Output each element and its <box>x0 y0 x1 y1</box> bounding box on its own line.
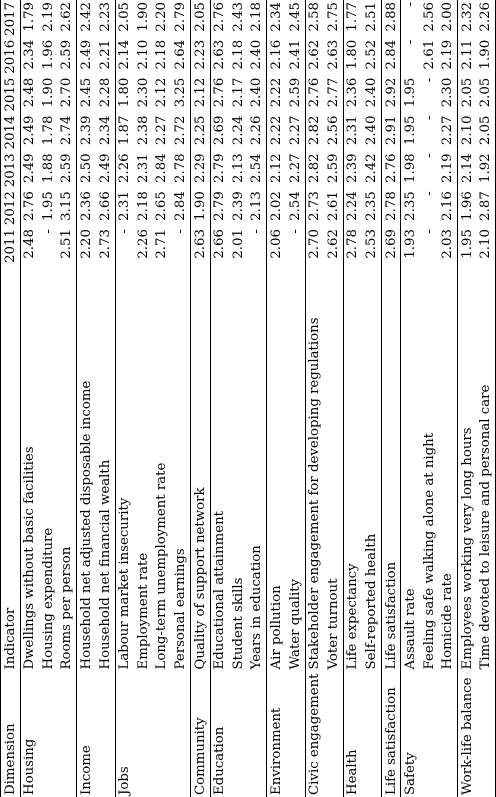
value-cell: 2.19 <box>440 153 456 183</box>
value-cell: 2.16 <box>267 38 286 76</box>
value-cell: 1.88 <box>40 153 56 183</box>
table-row <box>96 0 115 797</box>
value-cell: 1.87 <box>115 114 134 152</box>
header-year: 2014 <box>1 114 21 152</box>
value-cell: 2.39 <box>343 151 362 189</box>
table-row <box>362 0 381 797</box>
table-row <box>286 0 305 797</box>
value-cell: 2.26 <box>135 229 151 259</box>
value-cell: 2.40 <box>249 39 265 70</box>
value-cell: 2.64 <box>172 39 188 70</box>
value-cell: 3.25 <box>172 77 188 108</box>
value-cell: 2.78 <box>172 153 188 183</box>
value-cell: 2.11 <box>458 38 477 76</box>
dimension-cell <box>286 671 305 797</box>
value-cell: 2.18 <box>230 39 246 70</box>
dimension-cell: Life satisfaction <box>381 671 401 797</box>
indicator-cell: Stakeholder engagement for developing regulations <box>305 265 324 672</box>
value-cell: 2.72 <box>172 115 188 146</box>
dimension-cell: Civic engagement <box>305 671 324 797</box>
value-cell: 2.49 <box>77 38 96 76</box>
value-cell: 2.91 <box>381 114 401 152</box>
header-year: 2017 <box>1 0 21 38</box>
value-cell: 2.05 <box>458 76 477 114</box>
value-cell: 2.22 <box>267 114 286 152</box>
table-row <box>343 0 362 797</box>
value-cell: 1.95 <box>401 76 420 114</box>
dimension-cell <box>324 671 343 797</box>
value-cell: 2.56 <box>325 115 341 146</box>
value-cell: 2.36 <box>77 189 96 227</box>
dimension-cell: Safety <box>401 671 420 797</box>
value-cell: 2.10 <box>458 114 477 152</box>
value-cell: 2.01 <box>230 229 246 259</box>
value-cell: 2.26 <box>249 115 265 146</box>
table-row <box>267 0 286 797</box>
table-row <box>20 0 39 797</box>
value-cell: 2.88 <box>381 0 401 38</box>
table-row <box>171 0 190 797</box>
value-cell: 2.13 <box>230 153 246 183</box>
value-cell: 2.54 <box>249 153 265 183</box>
value-cell: 1.79 <box>20 0 39 38</box>
table-row <box>305 0 324 797</box>
dimension-cell: Income <box>77 671 96 797</box>
header-year: 2016 <box>1 38 21 76</box>
value-cell: 2.05 <box>190 0 210 38</box>
dimension-cell <box>58 671 77 797</box>
value-cell: 2.51 <box>59 229 75 259</box>
value-cell: 2.21 <box>97 39 113 70</box>
value-cell: 2.82 <box>305 151 324 189</box>
header-year: 2013 <box>1 151 21 189</box>
value-cell: 2.75 <box>325 2 341 32</box>
value-cell: - <box>115 227 134 265</box>
indicator-cell: Household net adjusted disposable income <box>77 265 96 672</box>
table-row <box>210 0 229 797</box>
indicator-cell: Water quality <box>287 578 303 670</box>
value-cell: - <box>421 77 437 83</box>
value-cell: 2.00 <box>440 2 456 32</box>
value-cell: 2.18 <box>249 2 265 32</box>
value-cell: 1.95 <box>458 227 477 265</box>
table-row <box>77 0 96 797</box>
indicator-cell: Life satisfaction <box>381 265 401 672</box>
value-cell: 2.05 <box>477 114 496 152</box>
dimension-cell <box>439 671 458 797</box>
value-cell: 1.95 <box>401 114 420 152</box>
value-cell: 2.06 <box>267 227 286 265</box>
value-cell: 2.76 <box>381 151 401 189</box>
value-cell: 2.49 <box>20 114 39 152</box>
value-cell: 2.50 <box>77 151 96 189</box>
table-row <box>324 0 343 797</box>
value-cell: 2.62 <box>305 38 324 76</box>
value-cell: 2.45 <box>77 76 96 114</box>
value-cell: 2.41 <box>287 39 303 70</box>
table-row <box>401 0 420 797</box>
value-cell: 2.31 <box>343 114 362 152</box>
value-cell: 2.29 <box>190 151 210 189</box>
value-cell: 2.34 <box>97 115 113 146</box>
indicator-cell: Air pollution <box>267 265 286 672</box>
value-cell: 2.63 <box>210 38 229 76</box>
dimension-cell: Housing <box>20 671 39 797</box>
value-cell: - <box>401 38 420 76</box>
value-cell: 1.96 <box>40 39 56 70</box>
value-cell: 2.14 <box>115 38 134 76</box>
indicator-cell: Feeling safe walking alone at night <box>421 432 437 670</box>
value-cell: 2.18 <box>135 191 151 221</box>
value-cell: 2.12 <box>154 77 170 108</box>
dimension-cell: Health <box>343 671 362 797</box>
indicator-cell: Household net financial wealth <box>97 459 113 670</box>
value-cell: 2.48 <box>20 76 39 114</box>
indicator-cell: Homicide rate <box>440 573 456 670</box>
value-cell: 2.62 <box>59 2 75 32</box>
indicator-cell: Employees working very long hours <box>458 265 477 672</box>
value-cell: 2.24 <box>230 115 246 146</box>
value-cell: 1.90 <box>40 77 56 108</box>
indicator-cell: Dwellings without basic facilities <box>20 265 39 672</box>
value-cell: 2.76 <box>305 76 324 114</box>
header-year: 2015 <box>1 76 21 114</box>
value-cell: 2.87 <box>477 189 496 227</box>
dimension-cell <box>171 671 190 797</box>
value-cell: 2.39 <box>230 191 246 221</box>
value-cell: 2.23 <box>190 38 210 76</box>
value-cell: 2.76 <box>20 189 39 227</box>
value-cell: 2.26 <box>115 151 134 189</box>
value-cell: 1.90 <box>190 189 210 227</box>
value-cell: 2.31 <box>135 153 151 183</box>
value-cell: 2.36 <box>343 76 362 114</box>
value-cell: 2.70 <box>59 77 75 108</box>
dimension-cell: Jobs <box>115 671 134 797</box>
dimension-cell: Environment <box>267 671 286 797</box>
value-cell: 2.20 <box>77 227 96 265</box>
value-cell: 2.12 <box>190 76 210 114</box>
value-cell: 2.78 <box>343 227 362 265</box>
value-cell: 2.27 <box>287 115 303 146</box>
indicator-cell: Self-reported health <box>363 533 379 670</box>
value-cell: 2.40 <box>249 77 265 108</box>
value-cell: 2.84 <box>381 38 401 76</box>
value-cell: 2.10 <box>477 227 496 265</box>
value-cell: 2.17 <box>230 77 246 108</box>
value-cell: 2.49 <box>20 151 39 189</box>
table-row <box>229 0 248 797</box>
dimension-cell <box>420 671 439 797</box>
value-cell: 2.66 <box>97 191 113 221</box>
value-cell: 2.92 <box>381 76 401 114</box>
value-cell: 2.26 <box>477 0 496 38</box>
value-cell: 2.56 <box>421 2 437 32</box>
indicator-cell: Years in education <box>249 545 265 670</box>
value-cell: 2.34 <box>267 0 286 38</box>
indicator-cell: Personal earnings <box>172 548 188 670</box>
value-cell: - <box>401 0 420 38</box>
value-cell: 2.25 <box>190 114 210 152</box>
value-cell: 2.34 <box>20 38 39 76</box>
dimension-cell <box>362 671 381 797</box>
value-cell: 2.19 <box>440 39 456 70</box>
header-year: 2012 <box>1 189 21 227</box>
value-cell: 2.19 <box>40 2 56 32</box>
value-cell: 1.98 <box>401 151 420 189</box>
value-cell: 2.27 <box>440 115 456 146</box>
indicator-cell: Housing expenditure <box>40 527 56 670</box>
value-cell: 2.61 <box>421 39 437 70</box>
value-cell: 2.84 <box>154 153 170 183</box>
indicator-cell: Rooms per person <box>59 546 75 670</box>
table-row <box>458 0 477 797</box>
value-cell: - <box>421 115 437 121</box>
value-cell: 2.82 <box>305 114 324 152</box>
value-cell: 1.80 <box>343 38 362 76</box>
value-cell: 1.78 <box>40 115 56 146</box>
dimension-cell <box>477 671 496 797</box>
value-cell: 1.90 <box>477 38 496 76</box>
table-row <box>153 0 172 797</box>
value-cell: 2.23 <box>97 2 113 32</box>
dimension-cell: Education <box>210 671 229 797</box>
table-row <box>381 0 401 797</box>
table-row <box>420 0 439 797</box>
table-row <box>190 0 210 797</box>
value-cell: 1.95 <box>40 191 56 221</box>
header-year: 2011 <box>1 227 21 265</box>
value-cell: 2.05 <box>115 0 134 38</box>
value-cell: 2.32 <box>458 0 477 38</box>
value-cell: 2.69 <box>210 114 229 152</box>
indicator-cell: Voter turnout <box>325 578 341 670</box>
value-cell: 2.63 <box>190 227 210 265</box>
table-row <box>439 0 458 797</box>
value-cell: 2.38 <box>135 115 151 146</box>
value-cell: 2.43 <box>230 2 246 32</box>
table-row <box>115 0 134 797</box>
dimension-cell <box>39 671 58 797</box>
value-cell: 2.65 <box>154 191 170 221</box>
dimension-cell <box>153 671 172 797</box>
value-cell: - <box>421 191 437 196</box>
value-cell: 2.35 <box>401 189 420 227</box>
value-cell: 2.49 <box>97 153 113 183</box>
value-cell: 2.58 <box>305 0 324 38</box>
value-cell: 2.66 <box>210 227 229 265</box>
value-cell: 2.03 <box>440 229 456 259</box>
table-row <box>477 0 496 797</box>
value-cell: - <box>421 153 437 158</box>
value-cell: 1.90 <box>135 2 151 32</box>
value-cell: 2.35 <box>363 191 379 221</box>
header-row <box>1 0 21 797</box>
value-cell: 2.12 <box>267 151 286 189</box>
dimension-cell <box>96 671 115 797</box>
value-cell: 2.59 <box>59 39 75 70</box>
value-cell: 2.71 <box>154 229 170 259</box>
header-indicator: Indicator <box>1 265 21 672</box>
value-cell: 2.69 <box>381 227 401 265</box>
value-cell: 2.61 <box>325 191 341 221</box>
value-cell: 2.39 <box>77 114 96 152</box>
dimension-cell: Community <box>190 671 210 797</box>
value-cell: 2.05 <box>477 76 496 114</box>
value-cell: 2.18 <box>154 39 170 70</box>
value-cell: 1.92 <box>477 151 496 189</box>
value-cell: 2.62 <box>325 229 341 259</box>
value-cell: 2.02 <box>267 189 286 227</box>
value-cell: 2.10 <box>135 39 151 70</box>
value-cell: 2.30 <box>135 77 151 108</box>
value-cell: 1.93 <box>401 227 420 265</box>
value-cell: 2.52 <box>363 39 379 70</box>
value-cell: 2.79 <box>210 151 229 189</box>
dimension-cell <box>248 671 267 797</box>
table-body <box>20 0 496 797</box>
value-cell: 2.74 <box>59 115 75 146</box>
dimension-cell <box>134 671 153 797</box>
value-cell: 2.76 <box>210 0 229 38</box>
value-cell: 2.59 <box>325 153 341 183</box>
value-cell: 2.40 <box>363 77 379 108</box>
value-cell: 2.30 <box>440 77 456 108</box>
value-cell: 1.96 <box>458 189 477 227</box>
value-cell: 2.48 <box>20 227 39 265</box>
value-cell: 2.14 <box>458 151 477 189</box>
value-cell: 2.73 <box>97 229 113 259</box>
value-cell: 2.70 <box>305 227 324 265</box>
value-cell: 2.42 <box>363 153 379 183</box>
value-cell: 2.16 <box>440 191 456 221</box>
value-cell: 2.54 <box>287 191 303 221</box>
table-row <box>134 0 153 797</box>
dimension-cell <box>229 671 248 797</box>
value-cell: 1.80 <box>115 76 134 114</box>
value-cell: 2.59 <box>59 153 75 183</box>
value-cell: 3.15 <box>59 191 75 221</box>
indicator-cell: Student skills <box>230 577 246 670</box>
value-cell: 2.59 <box>287 77 303 108</box>
value-cell: 2.76 <box>210 76 229 114</box>
indicator-cell: Employment rate <box>135 552 151 670</box>
indicator-cell: Life expectancy <box>343 265 362 672</box>
value-cell: 2.20 <box>154 2 170 32</box>
table-row <box>248 0 267 797</box>
value-cell: 2.13 <box>249 191 265 221</box>
value-cell: 2.31 <box>115 189 134 227</box>
indicator-cell: Time devoted to leisure and personal care <box>477 265 496 672</box>
value-cell: 2.53 <box>363 229 379 259</box>
value-cell: - <box>249 229 265 234</box>
value-cell: 1.77 <box>343 0 362 38</box>
value-cell: 2.84 <box>172 191 188 221</box>
value-cell: 2.51 <box>363 2 379 32</box>
value-cell: - <box>40 229 56 234</box>
value-cell: - <box>172 229 188 234</box>
value-cell: 2.45 <box>287 2 303 32</box>
value-cell: 2.27 <box>154 115 170 146</box>
value-cell: 2.73 <box>305 189 324 227</box>
value-cell: 2.77 <box>325 77 341 108</box>
value-cell: 2.63 <box>325 39 341 70</box>
value-cell: 2.24 <box>343 189 362 227</box>
value-cell: 2.79 <box>172 2 188 32</box>
indicator-cell: Long-term unemployment rate <box>154 462 170 670</box>
indicator-cell: Assault rate <box>401 265 420 672</box>
value-cell: - <box>421 229 437 234</box>
value-cell: - <box>287 229 303 234</box>
indicator-cell: Educational attainment <box>210 265 229 672</box>
indicator-cell: Labour market insecurity <box>115 265 134 672</box>
dimension-cell: Work-life balance <box>458 671 477 797</box>
indicator-cell: Quality of support network <box>190 265 210 672</box>
value-cell: 2.79 <box>210 189 229 227</box>
value-cell: 2.40 <box>363 115 379 146</box>
value-cell: 2.42 <box>77 0 96 38</box>
value-cell: 2.78 <box>381 189 401 227</box>
value-cell: 2.22 <box>267 76 286 114</box>
header-dimension: Dimension <box>1 671 21 797</box>
table-row <box>58 0 77 797</box>
value-cell: 2.28 <box>97 77 113 108</box>
value-cell: 2.27 <box>287 153 303 183</box>
table-row <box>39 0 58 797</box>
